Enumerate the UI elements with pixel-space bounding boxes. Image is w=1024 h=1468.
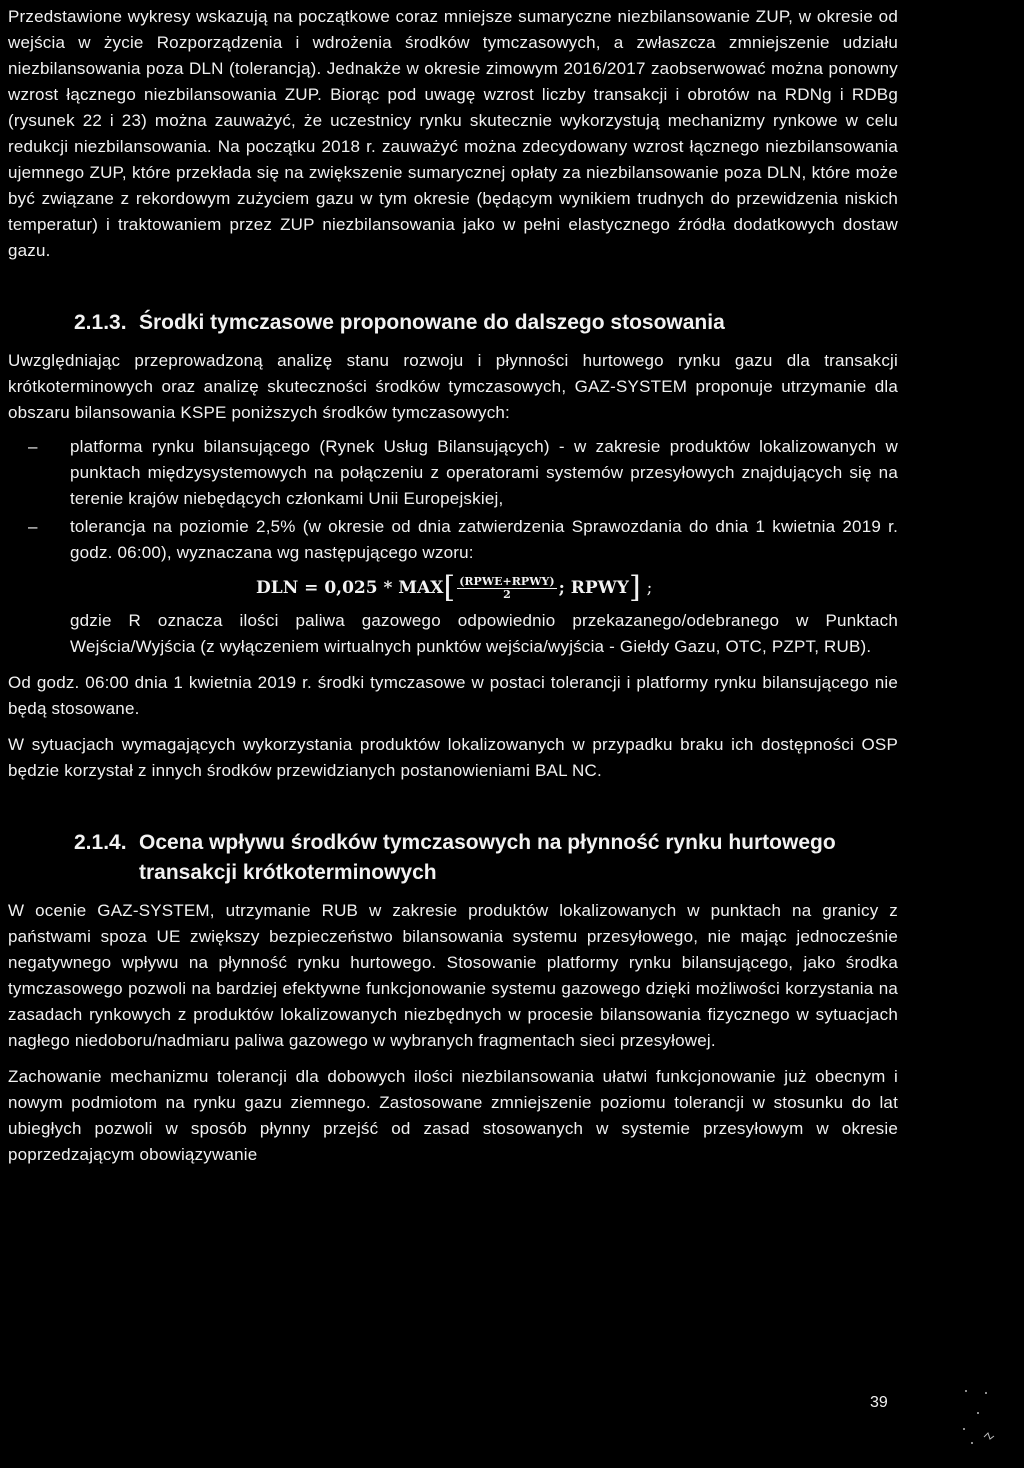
- section-heading-2-1-4: [8, 828, 898, 888]
- bracket-open: [: [443, 570, 456, 605]
- list-item: [8, 434, 898, 512]
- dash-bullet-icon: –: [28, 437, 38, 456]
- paragraph-tolerance: Zachowanie mechanizmu tolerancji dla dobowych ilości niezbilansowania ułatwi funkcjonowanie już obecnym i nowym podmiotom na rynku gazu ziemnego. Zastosowane zmniejszenie poziomu tolerancji w stosunku do lat ubiegłych pozwoli w sposób płynny przejść od zasad stosowanych w systemie przesyłowym w okresie poprzedzającym obowiązywanie: [8, 1067, 898, 1164]
- tolerance-formula: [8, 568, 898, 608]
- section-number: 2.1.4.: [74, 831, 127, 854]
- section-number: 2.1.3.: [74, 311, 127, 334]
- formula-fraction: [457, 576, 556, 601]
- formula-explanation: gdzie R oznacza ilości paliwa gazowego odpowiednio przekazanego/odebranego w Punktach Wejścia/Wyjścia (z wyłączeniem wirtualnych punktów wejścia/wyjścia - Giełdy Gazu, OTC, PZPT, RUB).: [70, 611, 898, 656]
- document-page: [8, 4, 898, 1168]
- formula-numerator: (RPWE+RPWY): [459, 574, 555, 588]
- formula-lhs: DLN = 0,025 * MAX: [256, 578, 444, 598]
- dash-bullet-icon: –: [28, 517, 38, 536]
- list-item: [8, 514, 898, 566]
- section-title: Ocena wpływu środków tymczasowych na płynność rynku hurtowego transakcji krótkoterminowych: [139, 831, 836, 884]
- measures-list: [8, 434, 898, 566]
- list-item-text: platforma rynku bilansującego (Rynek Usług Bilansujących) - w zakresie produktów lokalizowanych w punktach międzysystemowych na połączeniu z operatorami systemów przesyłowych znajdujących się na terenie krajów niebędących członkami Unii Europejskiej,: [70, 437, 898, 508]
- bracket-close: ]: [628, 570, 641, 605]
- list-item-text: tolerancja na poziomie 2,5% (w okresie od dnia zatwierdzenia Sprawozdania do dnia 1 kwietnia 2019 r. godz. 06:00), wyznaczana wg następującego wzoru:: [70, 517, 898, 562]
- paragraph-assessment: W ocenie GAZ-SYSTEM, utrzymanie RUB w zakresie produktów lokalizowanych w punktach na granicy z państwami spoza UE zwiększy bezpieczeństwo bilansowania systemu przesyłowego, nie mając jednocześnie negatywnego wpływu na płynność rynku hurtowego. Stosowanie platformy rynku bilansującego, jako środka tymczasowego pozwoli na bardziej efektywne funkcjonowanie systemu gazowego dzięki możliwości korzystania na zasadach rynkowych z produktów lokalizowanych niezbędnych w procesie bilansowania fizycznego w sytuacjach nagłego niedoboru/nadmiaru paliwa gazowego w wybranych fragmentach sieci przesyłowej.: [8, 901, 898, 1050]
- paragraph-end-date: Od godz. 06:00 dnia 1 kwietnia 2019 r. środki tymczasowe w postaci tolerancji i platformy rynku bilansującego nie będą stosowane.: [8, 673, 898, 718]
- scan-artifact: [960, 1385, 1000, 1455]
- formula-denominator: 2: [503, 587, 511, 601]
- paragraph-bal-nc: W sytuacjach wymagających wykorzystania produktów lokalizowanych w przypadku braku ich dostępności OSP będzie korzystał z innych środków przewidzianych postanowieniami BAL NC.: [8, 735, 898, 780]
- section-title: Środki tymczasowe proponowane do dalszego stosowania: [139, 311, 725, 334]
- section-heading-2-1-3: [8, 308, 898, 338]
- paragraph-intro: Przedstawione wykresy wskazują na początkowe coraz mniejsze sumaryczne niezbilansowanie ZUP, w okresie od wejścia w życie Rozporządzenia i wdrożenia środków tymczasowych, a zwłaszcza zmniejszenie udziału niezbilansowania poza DLN (tolerancją). Jednakże w okresie zimowym 2016/2017 zaobserwować można ponowny wzrost łącznego niezbilansowania ZUP. Biorąc pod uwagę wzrost liczby transakcji i obrotów na RDNg i RDBg (rysunek 22 i 23) można zauważyć, że uczestnicy rynku skutecznie wykorzystują mechanizmy rynkowe w celu redukcji niezbilansowania. Na początku 2018 r. zauważyć można zdecydowany wzrost łącznego niezbilansowania ujemnego ZUP, które przekłada się na zwiększenie sumarycznej opłaty za niezbilansowanie poza DLN, które może być związane z rekordowym zużyciem gazu w tym okresie (będącym wynikiem trudnych do przewidzenia niskich temperatur) i traktowaniem przez ZUP niezbilansowania jako w pełni elastycznego źródła dodatkowych dostaw gazu.: [8, 7, 898, 260]
- section-intro-paragraph: Uwzględniając przeprowadzoną analizę stanu rozwoju i płynności hurtowego rynku gazu dla transakcji krótkoterminowych oraz analizę skuteczności środków tymczasowych, GAZ-SYSTEM proponuje utrzymanie dla obszaru bilansowania KSPE poniższych środków tymczasowych:: [8, 351, 898, 422]
- page-number: 39: [870, 1394, 888, 1411]
- formula-rhs: ; RPWY: [558, 578, 629, 598]
- formula-tail: ;: [646, 578, 653, 598]
